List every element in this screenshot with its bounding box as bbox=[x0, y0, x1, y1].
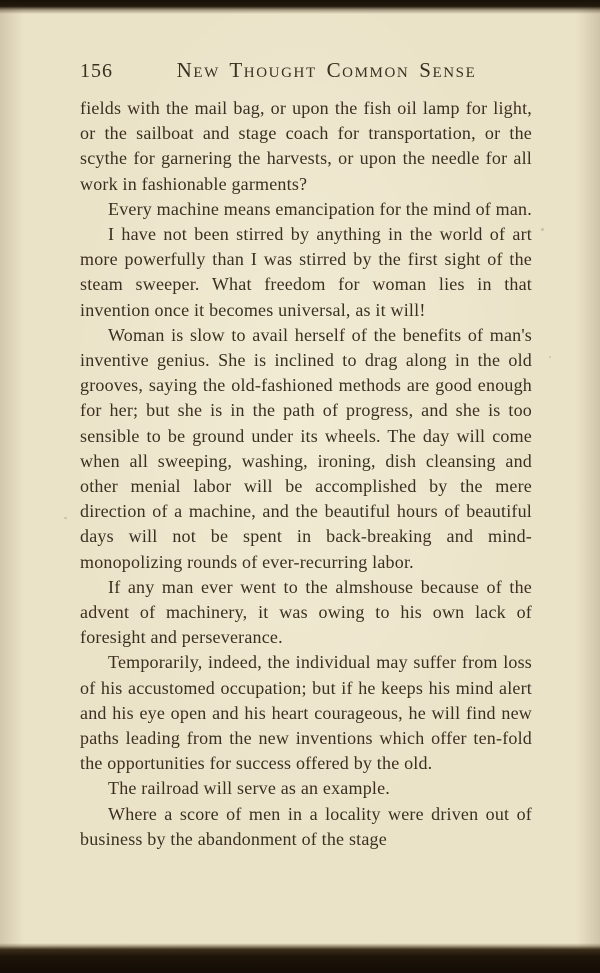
page-title: New Thought Common Sense bbox=[176, 58, 477, 82]
paragraph: fields with the mail bag, or upon the fish oil lamp for light, or the sailboat and stage coach for transportation, or the scythe for garnering the harvests, or upon the needle for all work in fashionable garments? bbox=[80, 98, 532, 194]
paragraph: Temporarily, indeed, the individual may suffer from loss of his accustomed occupation; but if he keeps his mind alert and his eye open and his heart courageous, he will find new paths leading from the new inventions which offer ten-fold the opportunities for success offered by the old. bbox=[80, 652, 532, 774]
paragraph: I have not been stirred by anything in the world of art more powerfully than I was stirred by the first sight of the steam sweeper. What freedom for woman lies in that invention once it becomes universal, as it will! bbox=[80, 224, 532, 320]
scan-edge-bottom bbox=[0, 943, 600, 973]
paragraph: The railroad will serve as an example. bbox=[108, 778, 390, 799]
paragraph: Woman is slow to avail herself of the benefits of man's inventive genius. She is inclined to drag along in the old grooves, saying the old-fashioned methods are good enough for her; but she is in the path of progress, and she is too sensible to be ground under its wheels. The day will come when all sweeping, washing, ironing, dish cleansing and other menial labor will be accomplished by the mere direction of a machine, and the beautiful hours of beautiful days will not be spent in back-breaking and mind-monopolizing rounds of ever-recurring labor. bbox=[80, 324, 532, 572]
paragraph: Every machine means emancipation for the mind of man. bbox=[108, 198, 532, 219]
scan-edge-top bbox=[0, 0, 600, 14]
page-body bbox=[80, 96, 532, 852]
paragraph: Where a score of men in a locality were driven out of business by the abandonment of the stage bbox=[80, 803, 532, 849]
page-number: 156 bbox=[80, 60, 113, 82]
running-head bbox=[80, 58, 532, 83]
paragraph: If any man ever went to the almshouse because of the advent of machinery, it was owing to his own lack of foresight and perseverance. bbox=[80, 576, 532, 648]
